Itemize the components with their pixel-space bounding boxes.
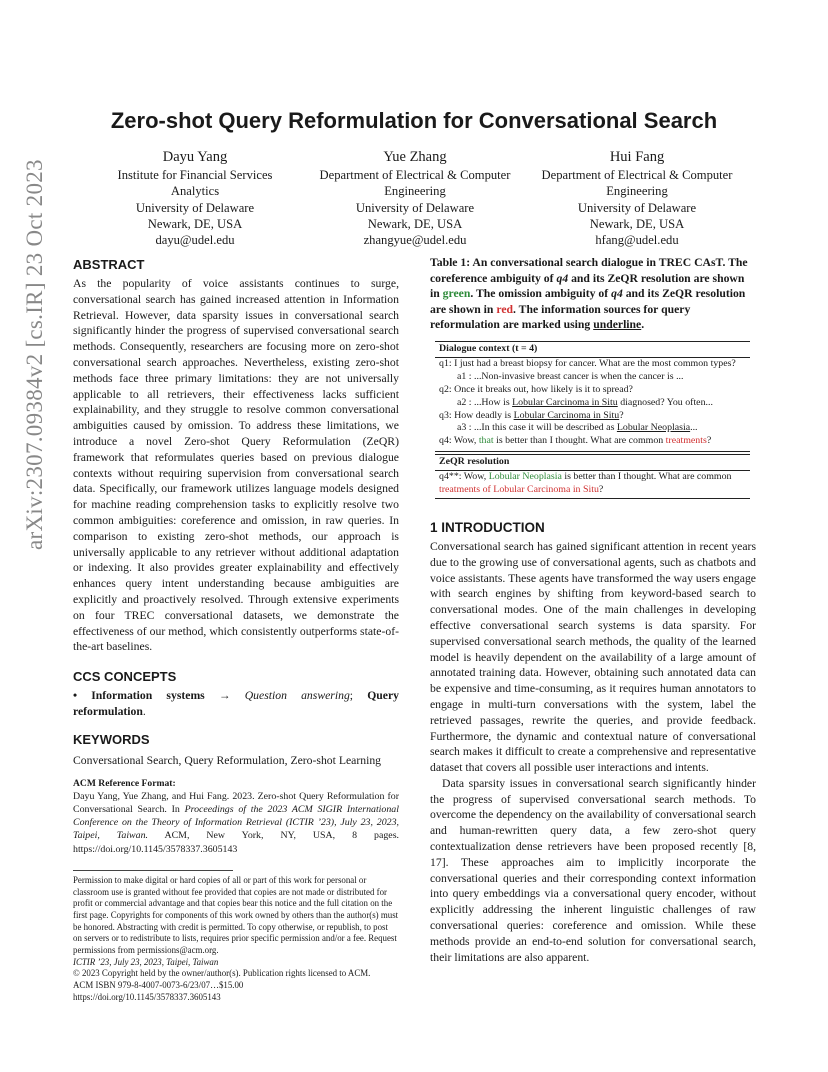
right-column [430,255,756,965]
zeqr-heading: ZeQR resolution [439,456,510,468]
introduction-heading: 1 INTRODUCTION [430,519,545,535]
a2-source: Lobular Carcinoma in Situ [512,396,618,408]
author-email: zhangyue@udel.edu [363,233,467,248]
intro-paragraph-1: Conversational search has gained significant attention in recent years due to the growing use of conversational agents, such as chatbots and voice assistants. These agents have transformed the way users engage with search engines by shifting from keyword-based search to conversational modes. One of the main challenges in developing effective conversational search systems is data sparsity. For supervised conversational search methods, the quality of the learned model is heavily dependent on the availability of a large amount of annotated training data. However, obtaining such annotated data can be expensive and time-consuming, as it requires human annotators to engage in multi-turn conversations with the system, label the retrieved passages, rewrite the queries, and provide feedback. Furthermore, the dynamic and contextual nature of conversational search makes it difficult to create a comprehensive and representative dataset that covers all possible user interactions and intents. [430,539,756,775]
dialogue-a3 [439,422,746,435]
ccs-bold: Query reformulation [73,689,400,718]
author-block-3 [530,147,744,248]
table-bottom-rule [435,498,750,499]
acm-ref-heading: ACM Reference Format: [73,777,176,789]
arxiv-identifier: arXiv:2307.09384v2 [cs.IR] 23 Oct 2023 [22,159,47,550]
dialogue-q3 [439,410,746,423]
keywords-heading: KEYWORDS [73,731,150,747]
dialogue-q4 [439,435,746,448]
dialogue-heading: Dialogue context (t = 4) [439,342,538,354]
caption-text: and its ZeQR resolution are shown in [430,287,746,316]
author-name: Hui Fang [609,149,665,165]
author-affiliation: Analytics [170,184,220,199]
author-university: University of Delaware [135,200,255,215]
q3-text: ? [619,409,624,421]
zeqr-coreference-resolved: Lobular Neoplasia [488,471,562,483]
author-affiliation: Engineering [606,184,668,199]
dialogue-a1: a1 : ...Non-invasive breast cancer is when the cancer is ... [457,370,684,382]
author-affiliation: Engineering [384,184,446,199]
acm-ref-text: Dayu Yang, Yue Zhang, and Hui Fang. 2023. Zero-shot Query Reformulation for Conversational Search. In [73,790,399,816]
caption-text: . The information sources for query reformulation are marked using [430,302,691,332]
dialogue-q1: q1: I just had a breast biopsy for cancer. What are the most common types? [439,357,736,369]
ccs-concepts [73,688,399,720]
author-university: University of Delaware [577,200,697,215]
ccs-heading: CCS CONCEPTS [73,669,177,685]
zeqr-text: q4**: Wow, [439,471,489,483]
left-column [73,257,399,1004]
acm-ref-proceedings: Proceedings of the 2023 ACM SIGIR International Conference on the Theory of Information Retrieval (ICTIR ’23), July 23, 2023, Taipei, Taiwan. [73,804,399,842]
caption-q4: q4 [556,271,569,285]
zeqr-text: is better than I thought. What are common [561,471,732,483]
isbn-line: ACM ISBN 979-8-4007-0073-6/23/07…$15.00 [73,980,244,991]
a2-text: diagnosed? You often... [617,396,713,408]
ccs-end: . [142,704,146,718]
permission-notice: Permission to make digital or hard copies of all or part of this work for personal or classroom use is granted without fee provided that copies are not made or distributed for profit or commercial advantage and that copies bear this notice and the full citation on the first page. Copyrights for components of this work owned by others than the author(s) must be honored. Abstracting with credit is permitted. To copy otherwise, or republish, to post on servers or to redistribute to lists, requires prior specific permission and/or a fee. Request permissions from permissions@acm.org. [73,874,399,956]
q4-text: ? [706,435,712,447]
ccs-italic: Question answering [244,689,350,703]
author-email: dayu@udel.edu [155,233,235,248]
a2-text: a2 : ...How is [457,396,513,408]
a3-source: Lobular Neoplasia [616,422,691,434]
ccs-bullet: • Information systems → [73,689,245,703]
zeqr-text: ? [598,484,604,496]
q4-coreference: that [478,435,494,447]
abstract-heading: ABSTRACT [73,257,145,272]
ccs-sep: ; [349,689,368,703]
copyright-line: © 2023 Copyright held by the owner/author(s). Publication rights licensed to ACM. [73,968,371,979]
abstract-text: As the popularity of voice assistants continues to surge, conversational search has gained increased attention in Information Retrieval. However, data sparsity issues in conversational search significantly hinder the progress of supervised conversational search methods. Consequently, researchers are focusing more on zero-shot conversational search approaches. Nevertheless, existing zero-shot methods face three primary limitations: they are not universally applicable to all retrievers, their effectiveness lacks sufficient explainability, and they struggle to resolve common conversational ambiguities caused by omission. To address these limitations, we introduce a novel Zero-shot Query Reformulation (ZeQR) framework that reformulates queries based on previous dialogue contexts without requiring supervision from conversational search data. Specifically, our framework utilizes language models designed for machine reading comprehension tasks to explicitly resolve two common ambiguities: coreference and omission, in raw queries. In comparison to existing zero-shot methods, our approach is universally applicable to any retriever without additional adaptation or indexing. It also provides greater explainability and effectively enhances query intent understanding because ambiguities are explicitly and proactively resolved. Through extensive experiments on four TREC conversational datasets, we demonstrate the effectiveness of our method, which consistently outperforms state-of-the-art baselines. [73,277,399,654]
q4-text: is better than I thought. What are common [493,435,666,447]
author-name: Dayu Yang [162,149,228,165]
keywords-text: Conversational Search, Query Reformulation, Zero-shot Learning [73,753,382,767]
caption-text: . [641,318,645,332]
caption-red: red [496,302,514,316]
author-location: Newark, DE, USA [147,216,243,231]
q3-source: Lobular Carcinoma in Situ [513,409,620,421]
author-location: Newark, DE, USA [367,216,463,231]
author-affiliation: Department of Electrical & Computer [319,168,511,182]
caption-q4: q4 [611,287,623,301]
a3-text: a3 : ...In this case it will be described as [457,422,617,434]
q4-text: q4: Wow, [439,435,479,447]
zeqr-omission-resolved: treatments of Lobular Carcinoma in Situ [439,484,599,496]
author-block-1 [95,147,295,248]
author-university: University of Delaware [355,200,475,215]
zeqr-resolution [435,471,750,497]
intro-paragraph-2: Data sparsity issues in conversational search significantly hinder the progress of supervised conversational search methods. To overcome the dependency on the availability of conversational search and human-rewritten query data, a few zero-shot query contextualization dense retrievers have been proposed recently [8, 17]. These approaches aim to implicitly incorporate the conversational queries and their corresponding context information into query embeddings via a conversational query encoder, without explicitly addressing the inherent linguistic challenges of raw conversational queries: coreference and omission. While these methods provide an end-to-end solution for conversational search, their limitations are also apparent. [430,776,756,964]
a3-text: ... [690,422,698,434]
doi-link[interactable]: https://doi.org/10.1145/3578337.3605143 [73,991,221,1002]
paper-title: Zero-shot Query Reformulation for Conversational Search [110,108,718,133]
author-email: hfang@udel.edu [595,233,679,248]
author-name: Yue Zhang [383,149,447,165]
acm-reference [73,790,399,856]
author-block-2 [309,147,521,248]
dialogue-a2 [439,397,746,410]
table-rule [435,451,750,452]
author-affiliation: Institute for Financial Services [117,168,273,182]
caption-green: green [442,287,471,301]
dialogue-table [435,341,750,499]
caption-text: . The omission ambiguity of [470,287,612,301]
venue-line: ICTIR ’23, July 23, 2023, Taipei, Taiwan [73,956,219,967]
caption-text: and its ZeQR resolution are shown in [430,271,745,301]
footnote-rule [73,870,233,871]
caption-underline: underline [593,318,642,332]
q4-omission: treatments [665,435,707,447]
caption-text: Table 1: An conversational search dialogue in TREC CAsT. The coreference ambiguity of [430,256,748,285]
author-affiliation: Department of Electrical & Computer [541,168,733,182]
q3-text: q3: How deadly is [439,409,514,421]
table-caption [430,255,756,333]
acm-ref-doi: ACM, New York, NY, USA, 8 pages. https://doi.org/10.1145/3578337.3605143 [73,830,400,855]
author-location: Newark, DE, USA [589,216,685,231]
dialogue-q2: q2: Once it breaks out, how likely is it to spread? [439,383,633,395]
